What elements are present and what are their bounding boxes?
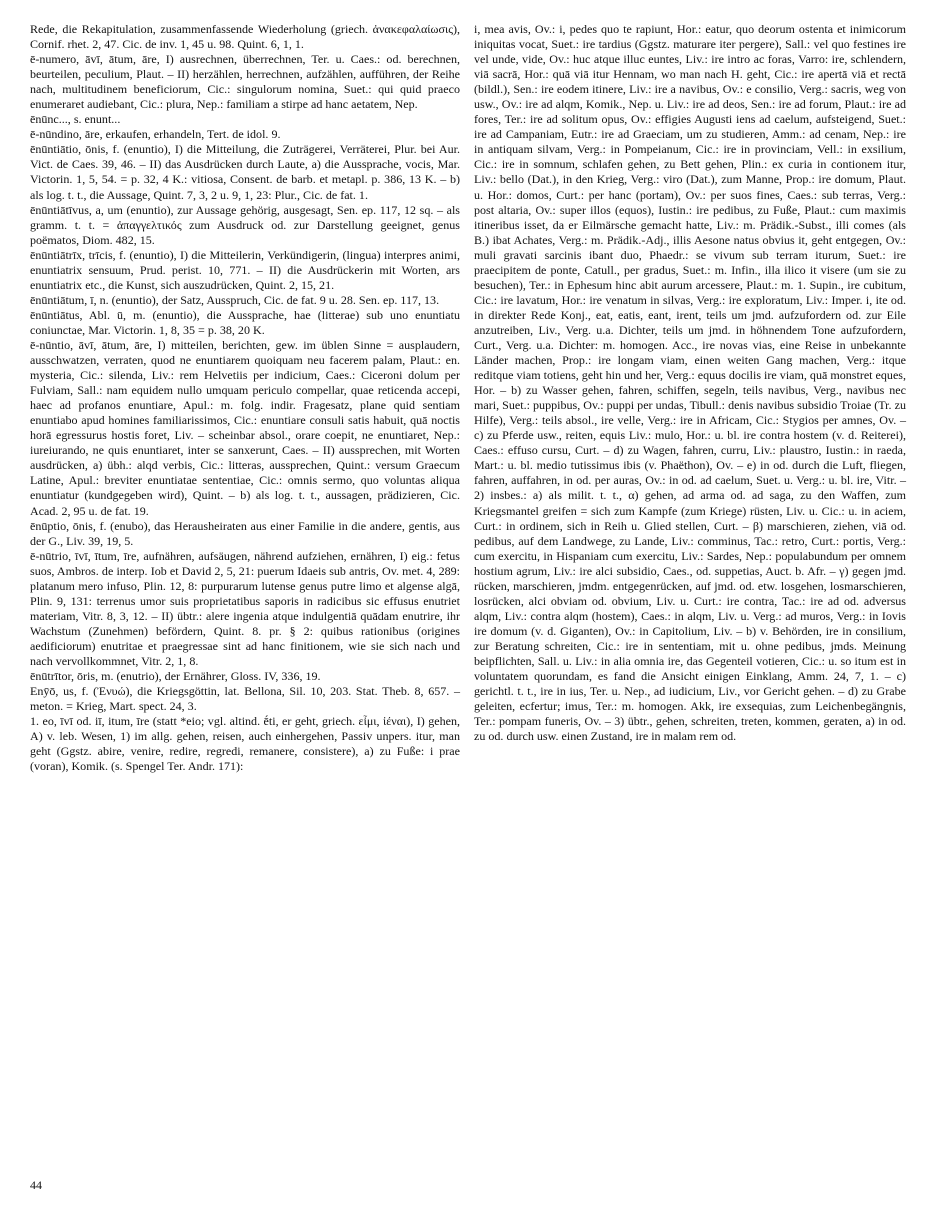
entry-enundino: ē-nūndino, āre, erkaufen, erhandeln, Tert. de idol. 9.: [30, 127, 281, 142]
entry-enutrio: ē-nūtrio, īvī, ītum, īre, aufnähren, aufsäugen, nährend aufziehen, ernähren, I) eig.: fetus suos, Ambros. de interp. Iob et David 2, 5, 21: puerum Idaeis sub antris, Ov. met. 4, 289: platanum mero infuso, Plin. 12, 8: purpurarum lutense genus putre limo et algense algā, Plin. 9, 131: terrenus umor suis proprietatibus saporis in radicibus sic effusus enutriet materiam, Vitr. 8, 3, 12. – II) übtr.: alere ingenia atque indulgentiā quādam enutrire, ihr Wachstum (Zunehmen) befördern, Quint. 8. pr. § 2: quibus rationibus (origines aedificiorum) enutritae et praegressae sint ad hanc finitionem, wie sie sich nach und nach vervollkommnet, Vitr. 2, 1, 8.: [30, 548, 460, 668]
entry-enuptio: ēnūptio, ōnis, f. (enubo), das Herausheiraten aus einer Familie in die andere, gentis, aus der G., Liv. 39, 19, 5.: [30, 518, 460, 548]
entry-enuntiatio: ēnūntiātio, ōnis, f. (enuntio), I) die Mitteilung, die Zuträgerei, Verräterei, Plur. bei Aur. Vict. de Caes. 39, 46. – II) das Ausdrücken durch Laute, a) die Aussprache, vocis, Mar. Victorin. 1, 5, 54. = p. 32, 4 K.: vitiosa, Consent. de barb. et metapl. p. 386, 13 K. – b) als log. t. t., die Aussage, Quint. 7, 3, 2 u. 9, 1, 23: Plur., Cic. de fat. 1.: [30, 142, 460, 202]
entry-enuntiatrix: ēnūntiātrīx, trīcis, f. (enuntio), I) die Mitteilerin, Verkündigerin, (lingua) interpres animi, enuntiatrix sensuum, Prud. perist. 10, 771. – II) die Ausdrückerin mit Worten, ars enuntiatrix etc., die Kunst, sich auszudrücken, Quint. 2, 15, 21.: [30, 247, 460, 292]
entry-enuntiativus: ēnūntiātīvus, a, um (enuntio), zur Aussage gehörig, ausgesagt, Sen. ep. 117, 12 sq. – als gramm. t. t. = ἀπαγγελτικός zum Ausdruck od. zur Darstellung geeignet, genus poëmatos, Diom. 482, 15.: [30, 202, 460, 247]
entry-eo1: 1. eo, īvī od. iī, itum, īre (statt *eio; vgl. altind. ḗti, er geht, griech. εἶμι, ἰέναι), I) gehen, A) v. leb. Wesen, 1) im allg. gehen, reisen, auch einhergehen, Passiv unpers. itur, man geht (Ggstz. abire, venire, redire, regredi, remanere, consistere), a) zu Fuße: i prae (voran), Komik. (s. Spengel Ter. Andr. 171):: [30, 714, 460, 774]
entry-enuntio: ē-nūntio, āvī, ātum, āre, I) mitteilen, berichten, gew. im üblen Sinne = ausplaudern, ausschwatzen, verraten, quod ne enuntiarem quoiquam neu facerem palam, Plaut.: en. mysteria, Cic.: silenda, Liv.: rem Helvetiis per indicium, Caes.: Ciceroni dolum per Fulviam, Sall.: nam equidem nullo umquam periculo compellar, quae reticenda accepi, haec ad profanos enuntiare, Apul.: m. folg. indir. Fragesatz, plane quid sentiam enuntiabo apud homines familiarissimos, Cic.: enuntiare consuli satis habuit, quā noctis horā egressurus hostis foret, Liv. – scheinbar absol., orare coepit, ne enuntiaret, Nep.: iureiurando, ne quis enuntiaret, inter se sanxerunt, Caes. – II) aussprechen, mit Worten ausdrücken, a) übh.: alqd verbis, Cic.: litteras, aussprechen, Quint.: versum Graecum Latine, Apul.: breviter enuntiatae sententiae, Cic.: omnis sermo, quo voluntas aliqua enuntiatur (kundgegeben wird), Quint. – b) als log. t. t., aussagen, prädizieren, Cic. Acad. 2, 95 u. de fat. 19.: [30, 337, 460, 518]
entry-enutritor: ēnūtrītor, ōris, m. (enutrio), der Ernährer, Gloss. IV, 336, 19.: [30, 669, 321, 684]
entry-enuntiatum: ēnūntiātum, ī, n. (enuntio), der Satz, Ausspruch, Cic. de fat. 9 u. 28. Sen. ep. 117, 13.: [30, 292, 440, 307]
entry-enyo: Enȳō, us, f. (Ἐνυώ), die Kriegsgöttin, lat. Bellona, Sil. 10, 203. Stat. Theb. 8, 657. – meton. = Krieg, Mart. spect. 24, 3.: [30, 684, 460, 714]
left-column: [30, 22, 460, 774]
right-column: [474, 22, 906, 744]
entry-eo1-continued: i, mea avis, Ov.: i, pedes quo te rapiunt, Hor.: eatur, quo deorum ostenta et inimicorum iniquitas vocat, Suet.: ire tardius (Ggstz. maturare iter pergere), Sall.: vel quo festines ire vel unde, vide, Ov.: huc atque illuc euntes, Liv.: ire intro ac foras, Varro: ire, schlendern, viā sacrā, Hor.: quā viā itur Hennam, wo man nach H. geht, Cic.: ire apertā viā et rectā (bildl.), Sen.: ire eodem itinere, Liv.: ire a navibus, Ov.: e consilio, Verg.: sacris, weg von usw., Ov.: ire ad alqm, Komik., Nep. u. Liv.: ire ad deos, Sen.: ire ad forum, Plaut.: ire ad fores, Ter.: ire ad solitum opus, Ov.: effigies Augusti iens ad caelum, aufsteigend, Suet.: ire ad Campaniam, Eutr.: ire ad Graeciam, um zu studieren, Amm.: ad cenam, Nep.: ire in antiquam silvam, Verg.: in Pompeianum, Cic.: ire in provinciam, Vell.: in exsilium, Cic.: ire in somnum, schlafen gehen, zu Bett gehen, Plin.: ex curia in contionem itur, Liv.: bello (Dat.), in den Krieg, Verg.: viro (Dat.), zum Manne, Prop.: ire domum, Plaut. u. Hor.: domos, Curt.: per hanc (portam), Ov.: per suos fines, Caes.: sub terras, Verg.: post altaria, Ov.: super illos (equos), Iustin.: ire pedibus, zu Fuße, Plaut.: cum maximis itineribus isset, da er Eilmärsche gemacht hatte, Liv.: m. Prädik.-Subst., illi comes (als B.) ibat Achates, Verg.: m. Prädik.-Adj., illis Aesone natus obvius it, geht entgegen, Ov.: muli gravati sarcinis ibant duo, Phaedr.: se vivum sub terram iturum, Suet.: ire praecipitem de ponte, Catull., per gradus, Suet.: m. Infin., illa ilico it visere (um sie zu besuchen), Ter.: in Ephesum hinc abit aurum arcessere, Plaut.: m. 1. Supin., ire cubitum, Cic.: ire lavatum, Hor.: ire venatum in silvas, Verg.: ire exploratum, Liv.: Imper. i, ite od. in direkter Rede Konj., eat, eatis, eant, irent, teils um jmd. aufzufordern od. zur Eile anzutreiben, Liv., Verg. u.a. Dichter, teils um jmd. in höhnendem Tone aufzufordern, Curt., Verg. u.a. Dichter: m. homogen. Acc., ire novas vias, eine Reise in unbekannte Länder machen, Prop.: ire longam viam, einen weiten Gang machen, Verg.: itque reditque viam totiens, geht hin und her, Verg.: equus docilis ire viam, quā monstret eques, Hor. – b) zu Wasser gehen, fahren, schiffen, segeln, teils navibus, Verg., navibus nec mari, Suet.: puppibus, Ov.: puppi per undas, Tibull.: denis navibus subsidio Troiae (Tr. zu Hilfe), Verg.: teils absol., ire velle, Verg.: ire in Africam, Cic.: Stygios per amnes, Ov. – c) zu Pferde usw., reiten, equis Liv.: mulo, Hor.: u. bl. ire contra hostem (v. d. Reiterei), Caes.: effuso cursu, Curt. – d) zu Wagen, fahren, curru, Liv.: plaustro, Iustin.: in raeda, Mart.: u. bl. medio tutissimus ibis (v. Phaëthon), Ov. – e) in od. durch die Luft, fliegen, fahren, auffahren, in od. per auras, Ov.: in od. ad caelum, Suet. u. Verg.: u. bl. ire, Vitr. – 2) insbes.: a) als milit. t. t., α) gehen, ad arma od. ad saga, zu den Waffen, zum Kriegsmantel greifen = sich zum Kampfe (zum Kriege) rüsten, Liv. u. Cic.: u. in aciem, Curt.: in ordinem, sich in Reih u. Glied stellen, Curt. – β) marschieren, ziehen, viā od. pedibus, auf dem Landwege, zu Lande, Liv.: comminus, Tac.: retro, Curt.: portis, Verg.: cum exercitu, in Hispaniam cum exercitu, Liv.: Sardes, Nep.: populabundum per omnem hostium agrum, Liv.: ire alci subsidio, Caes., od. suppetias, Auct. b. Afr. – γ) gegen jmd. rücken, marschieren, jmdm. entgegenrücken, auf jmd. od. etw. losgehen, losmarschieren, losrücken, alci obviam od. obvium, Liv. u. Curt.: ire contra, Tac.: ire ad od. adversus alqm, Liv.: contra alqm (hostem), Caes.: in alqm, Liv. u. Verg.: ad muros, Verg.: in Iovis ire domum (v. d. Giganten), Ov.: in Capitolium, Liv. – b) v. Behörden, ire in consilium, zur Beratung schreiten, Cic.: ire in sententiam, mit u. ohne pedibus, jmds. Meinung beipflichten, Sall. u. Liv.: in alia omnia ire, das Gegenteil votieren, Cic.: u. so itum est in voluntatem quorundam, es fand die Ansicht einigen Einklang, Amm. 24, 7, 1. – c) gerichtl. t. t., ire in ius, Ter. u. Nep., ad iudicium, Liv., vor Gericht gehen. – d) zu Grabe geleiten, ecfertur; imus, Ter.: m. homogen. Akk, ire exsequias, zum Leichenbegängnis, Ter.: pompam funeris, Ov. – 3) übtr., gehen, schreiten, treten, kommen, geraten, a) in od. zu od. durch usw. einen Zustand, ire in malam rem od.: [474, 22, 906, 744]
entry-enumero: ē-numero, āvī, ātum, āre, I) ausrechnen, überrechnen, Ter. u. Caes.: od. berechnen, beurteilen, peculium, Plaut. – II) herzählen, herrechnen, aufzählen, aufführen, der Reihe nach, multitudinem beneficiorum, Cic.: singulorum nomina, Suet.: qui quid praeco enumeraret audiebant, Cic.: plura, Nep.: familiam a stirpe ad hanc aetatem, Nep.: [30, 52, 460, 112]
entry-rede: Rede, die Rekapitulation, zusammenfassende Wiederholung (griech. ἀνακεφαλαίωσις), Cornif. rhet. 2, 47. Cic. de inv. 1, 45 u. 98. Quint. 6, 1, 1.: [30, 22, 460, 52]
page-number: 44: [30, 1178, 42, 1192]
entry-enuntiatus: ēnūntiātus, Abl. ū, m. (enuntio), die Aussprache, hae (litterae) sub uno enuntiatu coniunctae, Mar. Victorin. 1, 8, 35 = p. 38, 20 K.: [30, 307, 460, 337]
entry-enunc: ēnūnc..., s. enunt...: [30, 112, 121, 127]
